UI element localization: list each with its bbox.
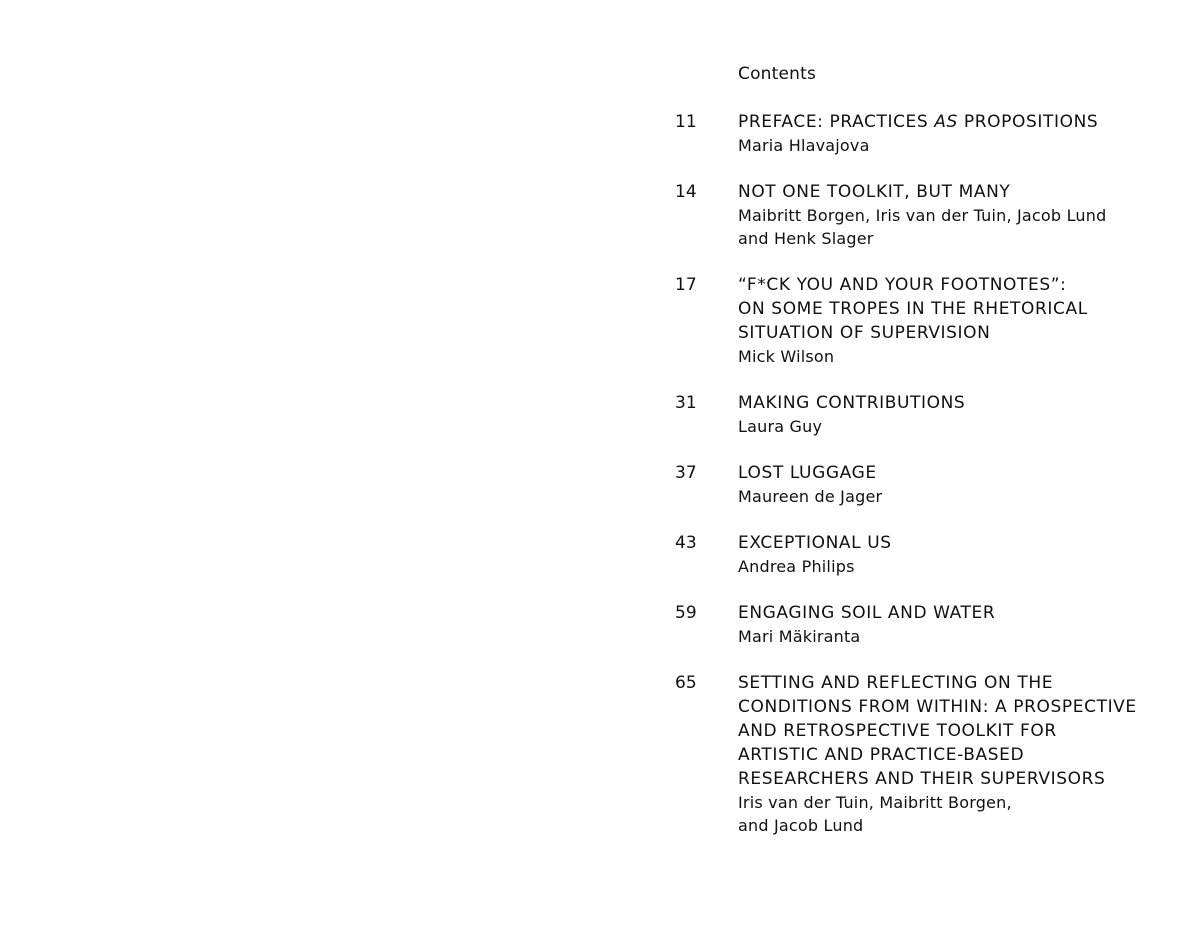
toc-author bbox=[738, 625, 1195, 648]
toc-title bbox=[738, 601, 1195, 625]
toc-entry-body bbox=[738, 391, 1195, 438]
toc-title-line: ENGAGING SOIL AND WATER bbox=[738, 603, 996, 623]
toc-author-line: Andrea Philips bbox=[738, 557, 855, 576]
table-of-contents bbox=[675, 110, 1195, 860]
toc-entry-body bbox=[738, 531, 1195, 578]
toc-entry bbox=[675, 391, 1195, 438]
toc-page-number: 65 bbox=[675, 673, 697, 693]
toc-title bbox=[738, 461, 1195, 485]
toc-entry-body bbox=[738, 461, 1195, 508]
toc-title bbox=[738, 273, 1195, 345]
toc-page-number: 59 bbox=[675, 603, 697, 623]
toc-author-line: Maureen de Jager bbox=[738, 487, 883, 506]
toc-author bbox=[738, 345, 1195, 368]
toc-title bbox=[738, 391, 1195, 415]
toc-entry-body bbox=[738, 671, 1195, 837]
right-page bbox=[600, 0, 1200, 950]
toc-author-line: Maibritt Borgen, Iris van der Tuin, Jacob Lund bbox=[738, 206, 1107, 225]
toc-entry bbox=[675, 273, 1195, 368]
toc-author-line: Laura Guy bbox=[738, 417, 823, 436]
toc-title-line: RESEARCHERS AND THEIR SUPERVISORS bbox=[738, 769, 1106, 789]
toc-title-line: AND RETROSPECTIVE TOOLKIT FOR bbox=[738, 721, 1057, 741]
toc-page-number: 37 bbox=[675, 463, 697, 483]
toc-page-number: 43 bbox=[675, 533, 697, 553]
toc-title-line: SETTING AND REFLECTING ON THE bbox=[738, 673, 1054, 693]
toc-title-line: MAKING CONTRIBUTIONS bbox=[738, 393, 966, 413]
toc-entry bbox=[675, 461, 1195, 508]
toc-author-line: Mick Wilson bbox=[738, 347, 835, 366]
toc-entry bbox=[675, 110, 1195, 157]
toc-entry bbox=[675, 180, 1195, 250]
toc-title-part: PREFACE: PRACTICES bbox=[738, 112, 935, 132]
toc-author-line: and Henk Slager bbox=[738, 229, 874, 248]
toc-author-line: and Jacob Lund bbox=[738, 816, 864, 835]
toc-author bbox=[738, 415, 1195, 438]
toc-title-line: CONDITIONS FROM WITHIN: A PROSPECTIVE bbox=[738, 697, 1137, 717]
toc-title-line: “F*CK YOU AND YOUR FOOTNOTES”: bbox=[738, 275, 1067, 295]
toc-entry-body bbox=[738, 180, 1195, 250]
toc-title bbox=[738, 180, 1195, 204]
toc-title-line: SITUATION OF SUPERVISION bbox=[738, 323, 991, 343]
toc-entry-body bbox=[738, 601, 1195, 648]
toc-title-line: ARTISTIC AND PRACTICE-BASED bbox=[738, 745, 1025, 765]
toc-title bbox=[738, 531, 1195, 555]
toc-entry bbox=[675, 531, 1195, 578]
toc-title-line: EXCEPTIONAL US bbox=[738, 533, 892, 553]
toc-author bbox=[738, 791, 1195, 837]
toc-page-number: 17 bbox=[675, 275, 697, 295]
toc-page-number: 14 bbox=[675, 182, 697, 202]
toc-page-number: 11 bbox=[675, 112, 697, 132]
toc-title-italic-part: AS bbox=[934, 112, 958, 132]
toc-author bbox=[738, 485, 1195, 508]
toc-author bbox=[738, 555, 1195, 578]
toc-author bbox=[738, 204, 1195, 250]
toc-page-number: 31 bbox=[675, 393, 697, 413]
toc-title bbox=[738, 671, 1195, 791]
toc-entry bbox=[675, 671, 1195, 837]
toc-title-part: PROPOSITIONS bbox=[957, 112, 1099, 132]
toc-author bbox=[738, 134, 1195, 157]
toc-entry-body bbox=[738, 110, 1195, 157]
toc-author-line: Mari Mäkiranta bbox=[738, 627, 861, 646]
toc-entry-body bbox=[738, 273, 1195, 368]
toc-title bbox=[738, 110, 1195, 134]
toc-author-line: Iris van der Tuin, Maibritt Borgen, bbox=[738, 793, 1012, 812]
toc-author-line: Maria Hlavajova bbox=[738, 136, 870, 155]
toc-entry bbox=[675, 601, 1195, 648]
toc-title-line: LOST LUGGAGE bbox=[738, 463, 877, 483]
contents-heading: Contents bbox=[738, 64, 817, 84]
toc-title-line: NOT ONE TOOLKIT, BUT MANY bbox=[738, 182, 1011, 202]
toc-title-line: ON SOME TROPES IN THE RHETORICAL bbox=[738, 299, 1088, 319]
